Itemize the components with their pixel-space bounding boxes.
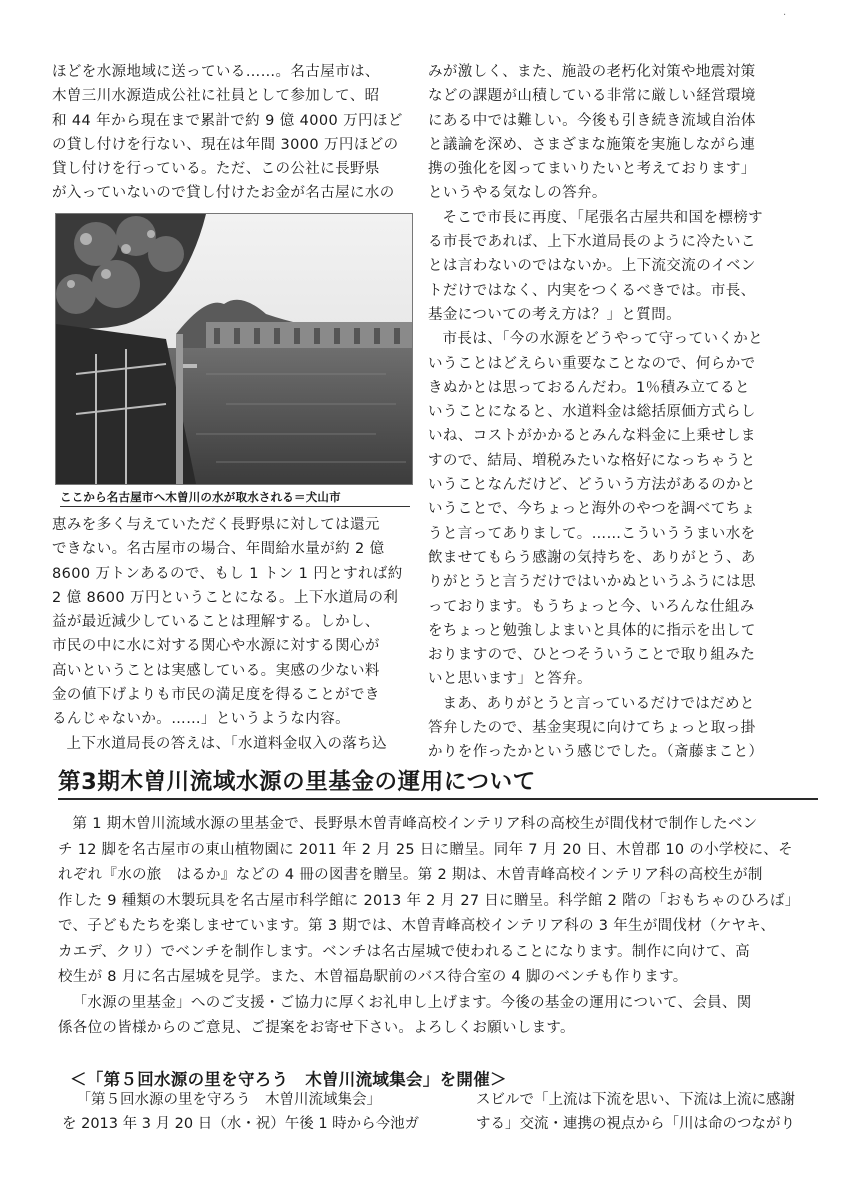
- right-paragraph-2: そこで市長に再度、「尾張名古屋共和国を標榜す る市長であれば、上下水道局長のように冷たいこ とは言わないのではないか。上下流交流のイベン トだけではなく、内実をつくるべきでは。市長、 基金についての考え方は？」と質問。: [428, 209, 764, 323]
- right-column: [428, 60, 800, 765]
- section-paragraph-2: 「水源の里基金」へのご支援・ご協力に厚くお礼申し上げます。今後の基金の運用について、会員、関 係各位の皆様からのご意見、ご提案をお寄せ下さい。よろしくお願いします。: [58, 994, 752, 1036]
- left-paragraph-2: 上下水道局長の答えは、「水道料金収入の落ち込: [66, 735, 388, 752]
- river-photo-image: [56, 214, 412, 484]
- right-paragraph-4: まあ、ありがとうと言っているだけではだめと 答弁したので、基金実現に向けてちょっと取っ掛 かりを作ったかという感じでした。（斎藤まこと）: [428, 695, 764, 761]
- event-right-text: スビルで「上流は下流を思い、下流は上流に感謝 する」交流・連携の視点から「川は命のつながり: [476, 1092, 795, 1132]
- event-right-column: [476, 1088, 816, 1136]
- left-column-bottom: [52, 513, 414, 756]
- event-left-text: 「第５回水源の里を守ろう 木曽川流域集会」 を 2013 年 3 月 20 日（水・祝）午後 1 時から今池ガ: [62, 1092, 420, 1132]
- left-paragraph-1: 恵みを多く与えていただく長野県に対しては還元 できない。名古屋市の場合、年間給水量が約 2 億 8600 万トンあるので、もし 1 トン 1 円とすれば約 2 億 8600 万円ということになる。上下水道局の利 益が最近減少していることは理解する。しかし、 市民の中に水に対する関心や水源に対する関心が 高いということは実感している。実感の少ない料 金の値下げよりも市民の満足度を得ることができ るんじゃないか。……」というような内容。: [52, 517, 403, 728]
- section-body: [58, 812, 818, 1042]
- river-photo: [55, 213, 413, 485]
- photo-caption: ここから名古屋市へ木曽川の水が取水される＝犬山市: [60, 489, 410, 507]
- left-column-top: [52, 60, 414, 206]
- event-left-column: [62, 1088, 432, 1136]
- scan-mark: ·: [783, 10, 787, 21]
- section-paragraph-1: 第 1 期木曽川流域水源の里基金で、長野県木曽青峰高校インテリア科の高校生が間伐材で制作したベン チ 12 脚を名古屋市の東山植物園に 2011 年 2 月 25 日に贈呈。同年 7 月 20 日、木曽郡 10 の小学校に、そ れぞれ『水の旅 はるか』などの 4 冊の図書を贈呈。第 2 期は、木曽青峰高校インテリア科の高校生が制 作した 9 種類の木製玩具を名古屋市科学館に 2013 年 2 月 27 日に贈呈。科学館 2 階の「おもちゃのひろば」 で、子どもたちを楽しませています。第 3 期では、木曽青峰高校インテリア科の 3 年生が間伐材（ケヤキ、 カエデ、クリ）でベンチを制作します。ベンチは名古屋城で使われることになります。制作に向けて、高 校生が 8 月に名古屋城を見学。また、木曽福島駅前のバス待合室の 4 脚のベンチも作ります。: [58, 816, 800, 985]
- event-heading: ＜「第５回水源の里を守ろう 木曽川流域集会」を開催＞: [70, 1070, 507, 1089]
- left-top-paragraph: ほどを水源地域に送っている……。名古屋市は、 木曽三川水源造成公社に社員として参加して、昭 和 44 年から現在まで累計で約 9 億 4000 万円ほど の貸し付けを行ない、現在は年間 3000 万円ほどの 貸し付けを行っている。ただ、この公社に長野県 が入っていないので貸し付けたお金が名古屋に水の: [52, 64, 403, 202]
- right-paragraph-1: みが激しく、また、施設の老朽化対策や地震対策 などの課題が山積している非常に厳しい経営環境 にある中では難しい。今後も引き続き流域自治体 と議論を深め、さまざまな施策を実施しながら連 携の強化を図ってまいりたいと考えております」 というやる気なしの答弁。: [428, 64, 756, 202]
- right-paragraph-3: 市長は、「今の水源をどうやって守っていくかと いうことはどえらい重要なことなので、何らかで きぬかとは思っておるんだわ。1％積み立てると いうことになると、水道料金は総括原価方式らし いね、コストがかかるとみんな料金に上乗せしま すので、結局、増税みたいな格好になっちゃうと いうことなんだけど、どういう方法があるのかと いうことで、今ちょっと海外のやつを調べてちょ うと言ってありまして。……こういううまい水を 飲ませてもらう感謝の気持ちを、ありがとう、あ りがとうと言うだけではいかぬというふうには思 っております。もうちょっと今、いろんな仕組み をちょっと勉強しよまいと具体的に指示を出して おりますので、ひとつそういうことで取り組みた いと思います」と答弁。: [428, 331, 764, 688]
- section-title: 第3期木曽川流域水源の里基金の運用について: [58, 764, 818, 800]
